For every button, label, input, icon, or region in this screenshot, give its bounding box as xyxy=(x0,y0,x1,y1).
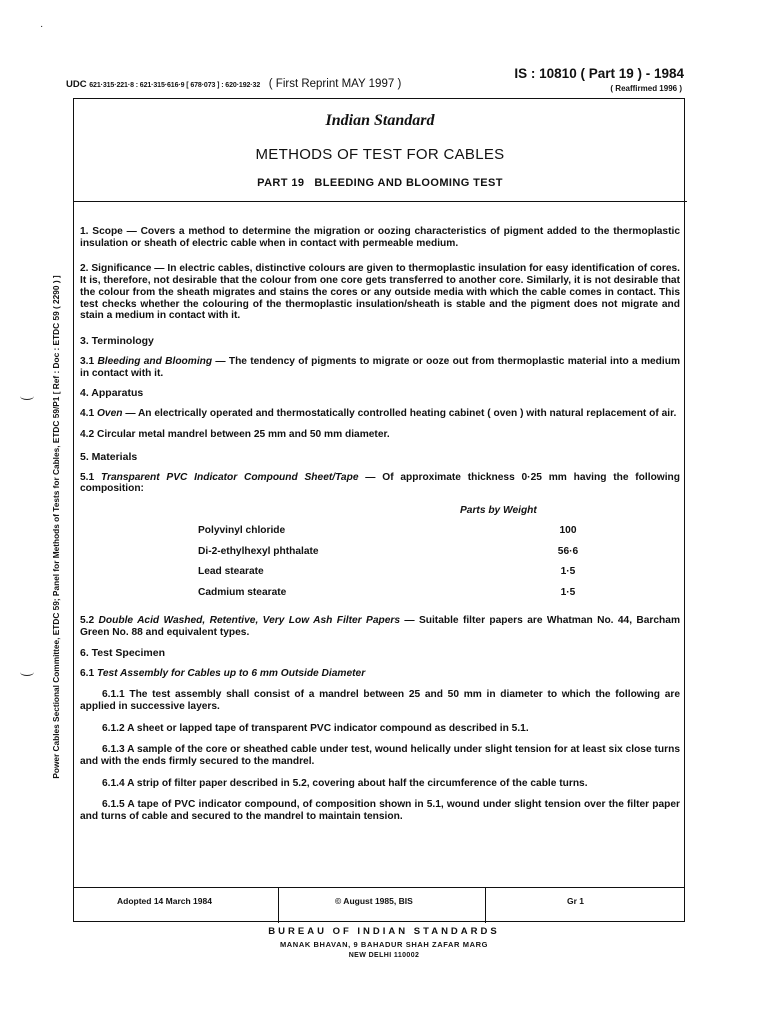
apparatus-heading: 4. Apparatus xyxy=(80,387,144,400)
reprint-note: ( First Reprint MAY 1997 ) xyxy=(268,78,402,90)
clause-3-1-term: Bleeding and Blooming xyxy=(97,355,213,367)
title-divider xyxy=(73,201,687,202)
part-title xyxy=(80,177,680,189)
footer-divider xyxy=(278,888,279,923)
udc-line xyxy=(66,78,496,90)
is-number: IS : 10810 ( Part 19 ) - 1984 xyxy=(514,66,684,81)
publisher-address-line2: NEW DELHI 110002 xyxy=(348,952,420,959)
component-parts: 100 xyxy=(559,525,577,537)
udc-code: 621·315·221·8 : 621·315·616·9 [ 678·073 ] : 620·192·32 xyxy=(89,82,261,89)
clause-3-1-number: 3.1 xyxy=(80,355,98,367)
footer-divider xyxy=(485,888,486,923)
clause-5-1-number: 5.1 xyxy=(80,471,101,483)
clause-5-2-text: — Suitable filter papers are Whatman No. 44, Barcham Green No. 88 and equivalent types. xyxy=(80,615,681,638)
significance-text: — In electric cables, distinctive colours are given to thermoplastic insulation for easy identification of cores. It is, therefore, not desirable that the colour from one core gets transferred to another core. Similarly, it is not desirable that the colour from the sheath migrates and stains the cores or any outside media with which the cable comes in contact. This test checks whether the colouring of the thermoplastic insulation/sheath is stable and the pigment does not migrate and stain a medium in contact with it. xyxy=(80,263,680,322)
component-name: Lead stearate xyxy=(198,566,264,578)
price-group: Gr 1 xyxy=(567,896,585,906)
component-name: Cadmium stearate xyxy=(198,587,287,599)
clause-6-1 xyxy=(80,668,680,680)
clause-4-1-number: 4.1 xyxy=(80,408,97,420)
clause-6-1-number: 6.1 xyxy=(80,667,97,679)
clause-4-1-text: — An electrically operated and thermostatically controlled heating cabinet ( oven ) with natural replacement of air. xyxy=(122,408,677,420)
component-parts: 56·6 xyxy=(557,546,579,558)
component-parts: 1·5 xyxy=(560,566,576,578)
punch-mark-bottom xyxy=(20,668,34,676)
composition-table xyxy=(80,505,680,601)
clause-3-1 xyxy=(80,356,680,379)
section-scope xyxy=(80,226,680,249)
clause-6-1-3: 6.1.3 A sample of the core or sheathed cable under test, wound helically under slight tension for at least six close turns and with the ends firmly secured to the mandrel. xyxy=(80,744,680,768)
scope-label: 1. Scope xyxy=(80,226,123,237)
copyright-note: © August 1985, BIS xyxy=(335,896,413,906)
component-name: Polyvinyl chloride xyxy=(198,525,286,537)
adopted-date: Adopted 14 March 1984 xyxy=(117,896,212,906)
clause-4-2: 4.2 Circular metal mandrel between 25 mm and 50 mm diameter. xyxy=(80,429,390,441)
side-note-text: Power Cables Sectional Committee, ETDC 59; Panel for Methods of Tests for Cables, ETDC 59/P1 [ Ref : Doc : ETDC 59 ( 2290 ) ] xyxy=(51,275,61,779)
standard-content xyxy=(80,108,680,823)
footer-bar xyxy=(73,887,685,922)
clause-5-1 xyxy=(80,472,680,495)
standard-heading: Indian Standard xyxy=(325,112,435,129)
punch-mark-top xyxy=(20,392,34,400)
reaffirmed-note: ( Reaffirmed 1996 ) xyxy=(610,84,682,93)
publisher-address-line1: MANAK BHAVAN, 9 BAHADUR SHAH ZAFAR MARG xyxy=(279,940,489,949)
scope-text: — Covers a method to determine the migration or oozing characteristics of pigment added to the thermoplastic insulation or sheath of electric cable when in contact with permeable medium. xyxy=(80,226,680,249)
clause-6-1-4: 6.1.4 A strip of filter paper described in 5.2, covering about half the circumference of the cable turns. xyxy=(102,777,588,789)
clause-5-2-number: 5.2 xyxy=(80,615,99,627)
test-specimen-heading: 6. Test Specimen xyxy=(80,646,166,659)
clause-6-1-2: 6.1.2 A sheet or lapped tape of transparent PVC indicator compound as described in 5.1. xyxy=(102,722,529,734)
terminology-heading: 3. Terminology xyxy=(80,334,154,347)
publisher-name: BUREAU OF INDIAN STANDARDS xyxy=(268,926,500,937)
clause-5-2-term: Double Acid Washed, Retentive, Very Low Ash Filter Papers xyxy=(98,615,401,627)
udc-label: UDC xyxy=(66,79,87,90)
clause-6-1-5: 6.1.5 A tape of PVC indicator compound, of composition shown in 5.1, wound under slight tension over the filter paper and turns of cable and secured to the mandrel to maintain tension. xyxy=(80,799,680,823)
part-number: PART 19 xyxy=(257,177,305,189)
significance-label: 2. Significance xyxy=(80,263,152,275)
composition-header: Parts by Weight xyxy=(460,505,537,517)
clause-3-1-text: — The tendency of pigments to migrate or ooze out from thermoplastic material into a medium in contact with it. xyxy=(80,355,681,379)
clause-6-1-1: 6.1.1 The test assembly shall consist of a mandrel between 25 and 50 mm in diameter to which the following are applied in successive layers. xyxy=(80,689,680,712)
clause-6-1-term: Test Assembly for Cables up to 6 mm Outside Diameter xyxy=(97,667,366,679)
materials-heading: 5. Materials xyxy=(80,450,138,463)
clause-5-1-text: — Of approximate thickness 0·25 mm having the following composition: xyxy=(80,471,680,495)
clause-4-1 xyxy=(80,408,680,420)
component-name: Di-2-ethylhexyl phthalate xyxy=(198,546,319,558)
component-parts: 1·5 xyxy=(560,587,576,599)
clause-5-1-term: Transparent PVC Indicator Compound Sheet/Tape xyxy=(100,471,359,483)
clause-4-1-term: Oven xyxy=(97,408,123,420)
scan-mark: · xyxy=(40,21,44,32)
clause-5-2 xyxy=(80,615,680,638)
section-significance xyxy=(80,263,680,322)
part-name: BLEEDING AND BLOOMING TEST xyxy=(314,177,503,189)
document-title: METHODS OF TEST FOR CABLES xyxy=(255,146,505,163)
